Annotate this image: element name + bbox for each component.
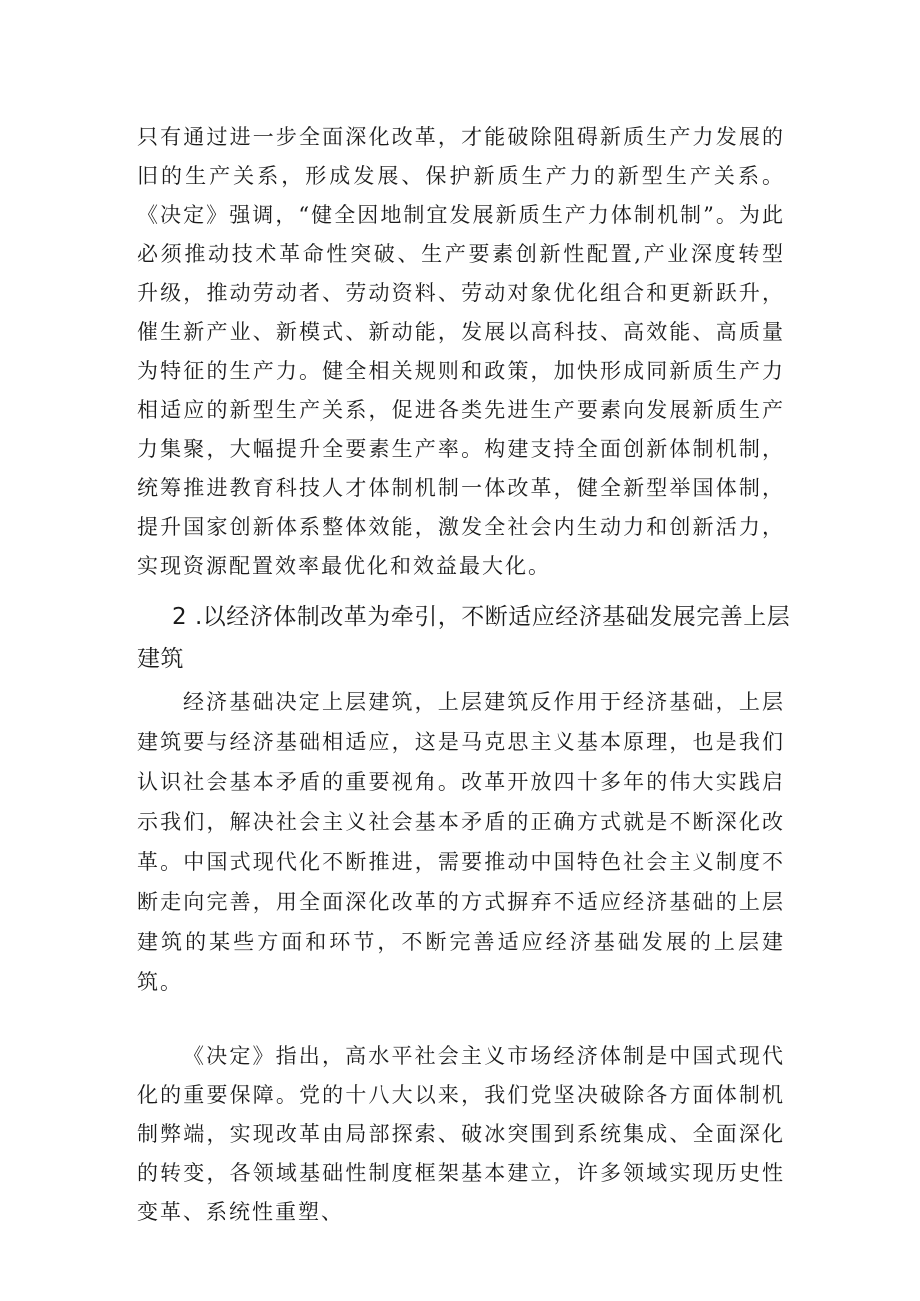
section-heading: 2 .以经济体制改革为牵引，不断适应经济基础发展完善上层建筑 xyxy=(137,604,791,672)
body-paragraph-3: 《决定》指出，高水平社会主义市场经济体制是中国式现代化的重要保障。党的十八大以来，我们党坚决破除各方面体制机制弊端，实现改革由局部探索、破冰突围到系统集成、全面深化的转变，各领域基础性制度框架基本建立，许多领域实现历史性变革、系统性重塑、 xyxy=(137,1044,785,1224)
body-paragraph-2: 经济基础决定上层建筑，上层建筑反作用于经济基础，上层建筑要与经济基础相适应，这是马克思主义基本原理，也是我们认识社会基本矛盾的重要视角。改革开放四十多年的伟大实践启示我们，解决社会主义社会基本矛盾的正确方式就是不断深化改革。中国式现代化不断推进，需要推动中国特色社会主义制度不断走向完善，用全面深化改革的方式摒弃不适应经济基础的上层建筑的某些方面和环节，不断完善适应经济基础发展的上层建筑。 xyxy=(137,690,785,994)
body-paragraph-1: 只有通过进一步全面深化改革，才能破除阻碍新质生产力发展的旧的生产关系，形成发展、保护新质生产力的新型生产关系。《决定》强调，“健全因地制宜发展新质生产力体制机制”。为此必须推动技术革命性突破、生产要素创新性配置,产业深度转型升级，推动劳动者、劳动资料、劳动对象优化组合和更新跃升，催生新产业、新模式、新动能，发展以高科技、高效能、高质量为特征的生产力。健全相关规则和政策，加快形成同新质生产力相适应的新型生产关系，促进各类先进生产要素向发展新质生产力集聚，大幅提升全要素生产率。构建支持全面创新体制机制，统筹推进教育科技人才体制机制一体改革，健全新型举国体制，提升国家创新体系整体效能，激发全社会内生动力和创新活力，实现资源配置效率最优化和效益最大化。 xyxy=(137,125,785,578)
